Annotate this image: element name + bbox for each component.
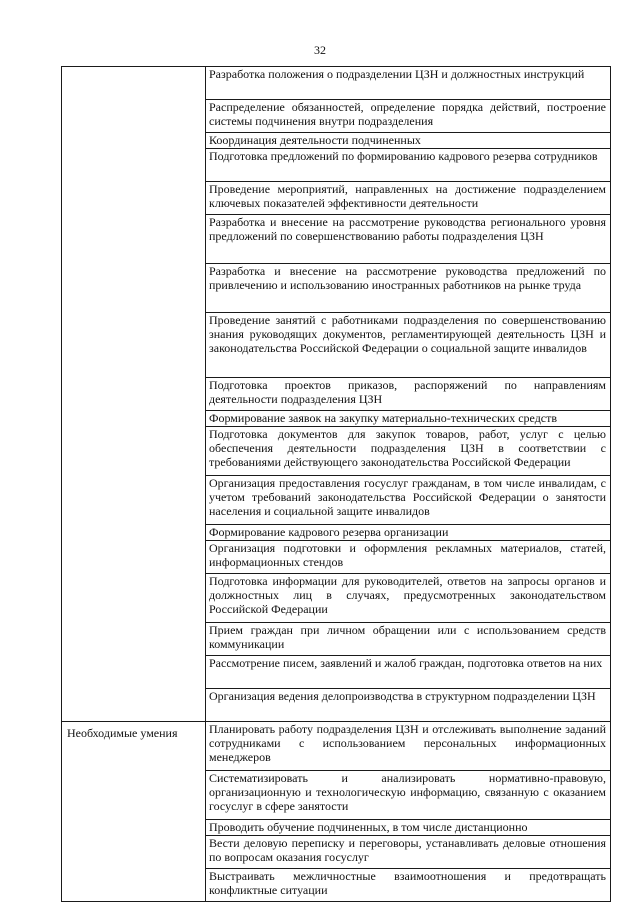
section-label-cell	[62, 67, 206, 722]
item-cell	[206, 820, 611, 836]
item-cell	[206, 541, 611, 574]
item-cell	[206, 623, 611, 656]
item-text: Организация предоставления госуслуг гражданам, в том числе инвалидам, с учетом требований законодательства Российской Федерации о занятости населения и социальной защите инвалидов	[209, 476, 606, 518]
item-cell	[206, 869, 611, 902]
item-text: Распределение обязанностей, определение порядка действий, построение системы подчинения внутри подразделения	[209, 100, 606, 128]
page-number: 32	[314, 43, 326, 57]
item-text: Выстраивать межличностные взаимоотношения и предотвращать конфликтные ситуации	[209, 869, 606, 897]
item-cell	[206, 574, 611, 623]
item-text: Подготовка документов для закупок товаров, работ, услуг с целью обеспечения деятельности подразделения ЦЗН в соответствии с требованиями действующего законодательства Российской Федерации	[209, 427, 606, 469]
item-cell	[206, 771, 611, 820]
item-text: Подготовка информации для руководителей, ответов на запросы органов и должностных лиц в случаях, предусмотренных законодательством Российской Федерации	[209, 574, 606, 616]
item-text: Организация ведения делопроизводства в структурном подразделении ЦЗН	[209, 689, 596, 703]
item-text: Разработка и внесение на рассмотрение руководства предложений по привлечению и использованию иностранных работников на рынке труда	[209, 264, 606, 292]
item-text: Проводить обучение подчиненных, в том числе дистанционно	[209, 820, 528, 834]
item-cell	[206, 689, 611, 722]
item-cell	[206, 378, 611, 411]
section-label-cell: Необходимые умения	[62, 722, 206, 902]
item-cell	[206, 149, 611, 182]
item-text: Проведение мероприятий, направленных на достижение подразделением ключевых показателей эффективности деятельности	[209, 182, 606, 210]
item-text: Разработка положения о подразделении ЦЗН и должностных инструкций	[209, 67, 585, 81]
item-cell	[206, 722, 611, 771]
item-cell	[206, 427, 611, 476]
table-row	[62, 67, 611, 100]
item-text: Проведение занятий с работниками подразделения по совершенствованию знания руководящих документов, регламентирующей деятельность ЦЗН и законодательства Российской Федерации о социальной защите инвалидов	[209, 313, 606, 355]
item-text: Формирование заявок на закупку материально-технических средств	[209, 411, 558, 425]
table-row	[62, 722, 611, 771]
item-cell	[206, 411, 611, 427]
item-cell	[206, 67, 611, 100]
item-text: Подготовка проектов приказов, распоряжений по направлениям деятельности подразделения ЦЗН	[209, 378, 606, 406]
item-text: Вести деловую переписку и переговоры, устанавливать деловые отношения по вопросам оказания госуслуг	[209, 836, 606, 864]
item-text: Разработка и внесение на рассмотрение руководства регионального уровня предложений по совершенствованию работы подразделения ЦЗН	[209, 215, 606, 243]
item-text: Формирование кадрового резерва организации	[209, 525, 449, 539]
item-text: Систематизировать и анализировать нормативно-правовую, организационную и технологическую информацию, связанную с оказанием госуслуг в сфере занятости	[209, 771, 606, 813]
table-body	[62, 67, 611, 902]
item-cell	[206, 313, 611, 378]
item-text: Координация деятельности подчиненных	[209, 133, 421, 147]
item-cell	[206, 182, 611, 215]
item-cell	[206, 836, 611, 869]
item-text: Рассмотрение писем, заявлений и жалоб граждан, подготовка ответов на них	[209, 656, 603, 670]
item-text: Прием граждан при личном обращении или с использованием средств коммуникации	[209, 623, 606, 651]
item-cell	[206, 215, 611, 264]
item-text: Планировать работу подразделения ЦЗН и отслеживать выполнение заданий сотрудниками с использованием персональных информационных менеджеров	[209, 722, 606, 764]
qualification-table	[61, 66, 611, 902]
item-cell	[206, 525, 611, 541]
item-cell	[206, 264, 611, 313]
item-cell	[206, 656, 611, 689]
item-cell	[206, 476, 611, 525]
item-cell	[206, 100, 611, 133]
item-cell	[206, 133, 611, 149]
item-text: Организация подготовки и оформления рекламных материалов, статей, информационных стендов	[209, 541, 606, 569]
item-text: Подготовка предложений по формированию кадрового резерва сотрудников	[209, 149, 598, 163]
